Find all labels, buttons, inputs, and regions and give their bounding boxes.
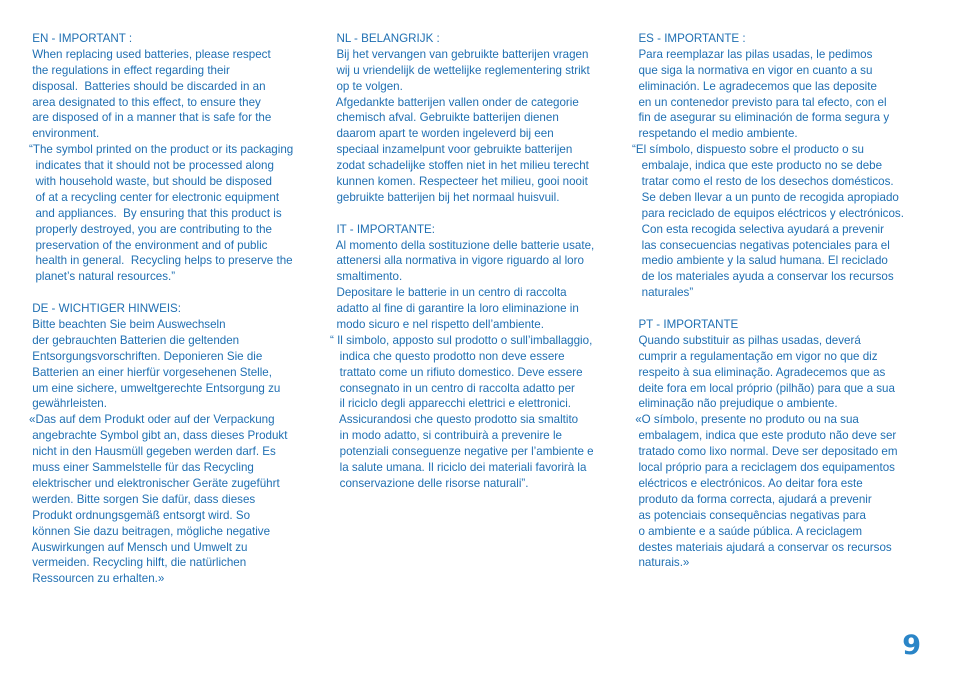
text-line: il riciclo degli apparecchi elettrici e elettronici. [330, 397, 571, 411]
text-line: tratado como lixo normal. Deve ser depositado em [632, 445, 898, 459]
text-line: eliminación. Le agradecemos que las deposite [632, 79, 877, 93]
text-line: «Das auf dem Produkt oder auf der Verpackung [29, 413, 275, 427]
text-line: zodat schadelijke stoffen niet in het milieu terecht [330, 159, 589, 173]
text-line: op te volgen. [330, 79, 403, 93]
section-title-de: DE - WICHTIGER HINWEIS: [29, 302, 182, 316]
text-line: las consecuencias negativas potenciales para el [632, 238, 890, 252]
text-line: Bitte beachten Sie beim Auswechseln [29, 318, 226, 332]
text-line: environment. [29, 127, 100, 141]
text-line: respetando el medio ambiente. [632, 127, 798, 141]
text-line: Afgedankte batterijen vallen onder de categorie [330, 95, 579, 109]
text-line: Ressourcen zu erhalten.» [29, 572, 165, 586]
column-middle [330, 31, 620, 492]
section-pt [632, 317, 932, 571]
text-line: muss einer Sammelstelle für das Recycling [29, 461, 254, 475]
text-line: Con esta recogida selectiva ayudará a prevenir [632, 222, 884, 236]
text-line: embalaje, indica que este producto no se debe [632, 159, 883, 173]
text-line: deite fora em local próprio (pilhão) para que a sua [632, 381, 895, 395]
text-line: consegnato in un centro di raccolta adatto per [330, 381, 575, 395]
text-line: werden. Bitte sorgen Sie dafür, dass dieses [29, 492, 256, 506]
text-line: der gebrauchten Batterien die geltenden [29, 333, 240, 347]
section-it [330, 222, 620, 492]
text-line: destes materiais ajudará a conservar os recursos [632, 540, 892, 554]
text-line: de los materiales ayuda a conservar los recursos [632, 270, 894, 284]
text-line: cumprir a regulamentação em vigor no que diz [632, 349, 878, 363]
text-line: chemisch afval. Gebruikte batterijen dienen [330, 111, 559, 125]
text-line: local próprio para a reciclagem dos equipamentos [632, 461, 895, 475]
text-line: with household waste, but should be disposed [29, 175, 272, 189]
text-line: wij u vriendelijk de wettelijke reglementering strikt [330, 63, 590, 77]
text-line: the regulations in effect regarding their [29, 63, 230, 77]
text-line: When replacing used batteries, please respect [29, 47, 271, 61]
text-line: naturales” [632, 286, 694, 300]
text-line: Batterien an einer hierfür vorgesehenen Stelle, [29, 365, 272, 379]
text-line: Auswirkungen auf Mensch und Umwelt zu [29, 540, 248, 554]
section-title-nl: NL - BELANGRIJK : [330, 32, 440, 45]
text-line: disposal. Batteries should be discarded in an [29, 79, 266, 93]
section-gap [330, 206, 620, 222]
text-line: and appliances. By ensuring that this product is [29, 206, 282, 220]
text-line: “El símbolo, dispuesto sobre el producto o su [632, 143, 864, 157]
text-line: la salute umana. Il riciclo dei materiali favorirà la [330, 461, 587, 475]
text-line: adatto al fine di garantire la loro eliminazione in [330, 302, 579, 316]
text-line: en un contenedor previsto para tal efecto, con el [632, 95, 887, 109]
text-line: que siga la normativa en vigor en cuanto a su [632, 63, 873, 77]
text-line: gewährleisten. [29, 397, 107, 411]
text-line: daarom apart te worden ingeleverd bij een [330, 127, 554, 141]
text-line: are disposed of in a manner that is safe for the [29, 111, 272, 125]
text-line: Quando substituir as pilhas usadas, deverá [632, 333, 861, 347]
text-line: para reciclado de equipos eléctricos y electrónicos. [632, 206, 904, 220]
text-line: o ambiente e a saúde pública. A reciclagem [632, 524, 863, 538]
text-line: Assicurandosi che questo prodotto sia smaltito [330, 413, 579, 427]
section-title-en: EN - IMPORTANT : [29, 32, 133, 45]
text-line: vermeiden. Recycling hilft, die natürlichen [29, 556, 247, 570]
section-title-es: ES - IMPORTANTE : [632, 32, 746, 45]
text-line: um eine sichere, umweltgerechte Entsorgung zu [29, 381, 281, 395]
section-de [29, 301, 329, 587]
text-line: kunnen komen. Respecteer het milieu, gooi nooit [330, 175, 588, 189]
text-line: «O símbolo, presente no produto ou na sua [632, 413, 859, 427]
text-line: health in general. Recycling helps to preserve the [29, 254, 293, 268]
text-line: produto da forma correcta, ajudará a prevenir [632, 492, 872, 506]
section-gap [29, 285, 329, 301]
text-line: in modo adatto, si contribuirà a prevenire le [330, 429, 562, 443]
text-line: smaltimento. [330, 270, 403, 284]
text-line: Bij het vervangen van gebruikte batterijen vragen [330, 47, 589, 61]
text-line: nicht in den Hausmüll gegeben werden darf. Es [29, 445, 276, 459]
text-line: angebrachte Symbol gibt an, dass dieses Produkt [29, 429, 288, 443]
text-line: area designated to this effect, to ensure they [29, 95, 261, 109]
text-line: Al momento della sostituzione delle batterie usate, [330, 238, 595, 252]
text-line: potenziali conseguenze negative per l’ambiente e [330, 445, 594, 459]
text-line: as potenciais consequências negativas para [632, 508, 866, 522]
text-line: Entsorgungsvorschriften. Deponieren Sie die [29, 349, 263, 363]
page-number: 9 [902, 630, 921, 661]
text-line: of at a recycling center for electronic equipment [29, 190, 280, 204]
column-right [632, 31, 932, 571]
text-line: “The symbol printed on the product or its packaging [29, 143, 294, 157]
section-en [29, 31, 329, 285]
text-line: indica che questo prodotto non deve essere [330, 349, 565, 363]
section-gap [632, 301, 932, 317]
section-es [632, 31, 932, 301]
text-line: respeito à sua eliminação. Agradecemos que as [632, 365, 886, 379]
text-line: preservation of the environment and of public [29, 238, 268, 252]
text-line: eléctricos e electrónicos. Ao deitar fora este [632, 476, 863, 490]
text-line: planet’s natural resources.” [29, 270, 176, 284]
text-line: tratar como el resto de los desechos domésticos. [632, 175, 894, 189]
section-nl [330, 31, 620, 206]
section-title-pt: PT - IMPORTANTE [632, 318, 739, 332]
text-line: gebruikte batterijen bij het normaal huisvuil. [330, 190, 560, 204]
text-line: “ Il simbolo, apposto sul prodotto o sull’imballaggio, [330, 333, 593, 347]
text-line: trattato come un rifiuto domestico. Deve essere [330, 365, 583, 379]
text-line: indicates that it should not be processed along [29, 159, 274, 173]
text-line: medio ambiente y la salud humana. El reciclado [632, 254, 888, 268]
text-line: können Sie dazu beitragen, mögliche negative [29, 524, 271, 538]
text-line: speciaal inzamelpunt voor gebruikte batterijen [330, 143, 573, 157]
text-line: attenersi alla normativa in vigore riguardo al loro [330, 254, 584, 268]
text-line: eliminação não prejudique o ambiente. [632, 397, 838, 411]
text-line: naturais.» [632, 556, 690, 570]
text-line: Para reemplazar las pilas usadas, le pedimos [632, 47, 873, 61]
text-line: Depositare le batterie in un centro di raccolta [330, 286, 567, 300]
text-line: embalagem, indica que este produto não deve ser [632, 429, 897, 443]
text-line: fin de asegurar su eliminación de forma segura y [632, 111, 890, 125]
text-line: Se deben llevar a un punto de recogida apropiado [632, 190, 899, 204]
text-line: modo sicuro e nel rispetto dell’ambiente. [330, 318, 544, 332]
text-line: properly destroyed, you are contributing to the [29, 222, 272, 236]
text-line: Produkt ordnungsgemäß entsorgt wird. So [29, 508, 251, 522]
column-left [29, 31, 329, 587]
section-title-it: IT - IMPORTANTE: [330, 222, 435, 236]
text-line: elektrischer und elektronischer Geräte zugeführt [29, 476, 280, 490]
text-line: conservazione delle risorse naturali”. [330, 476, 529, 490]
